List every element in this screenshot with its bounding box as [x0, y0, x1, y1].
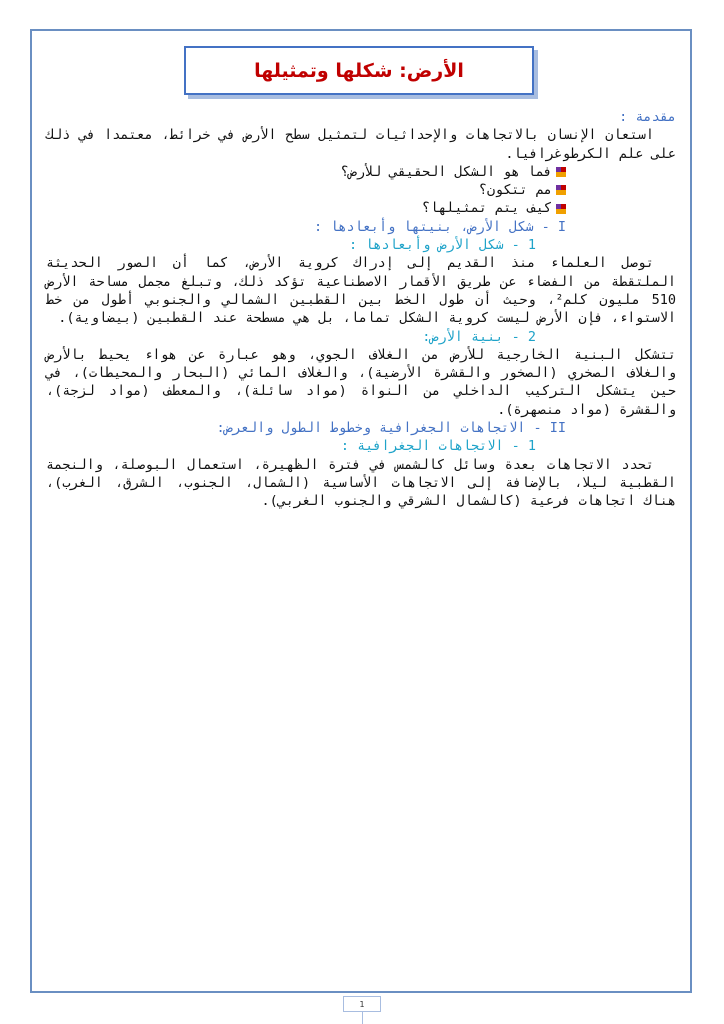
- question-item: [46, 181, 676, 199]
- question-item: [46, 163, 676, 181]
- section-2-1-heading: 1 - الاتجاهات الجغرافية :: [340, 438, 536, 455]
- question-text: مم تتكون؟: [478, 182, 552, 199]
- section-1-heading: I - شكل الأرض، بنيتها وأبعادها :: [314, 218, 566, 235]
- bullet-icon: [556, 185, 566, 195]
- title-box: [184, 46, 534, 95]
- section-2-1-text: تحدد الاتجاهات بعدة وسائل كالشمس في فترة الظهيرة، استعمال البوصلة، والنجمة القطبية ليلا، بالإضافة إلى الاتجاهات الأساسية (الشمال، الجنوب، الشرق، الغرب)، هناك اتجاهات فرعية (كالشمال الشرقي والجنوب الغربي).: [46, 456, 676, 510]
- section-1-1-text: توصل العلماء منذ القديم إلى إدراك كروية الأرض، كما أن الصور الحديثة الملتقطة من الفضاء عن طريق الأقمار الاصطناعية تؤكد ذلك، وتبلغ مجمل مساحة الأرض 510 مليون كلم²، وحيث أن طول الخط بين القطبين الشمالي والجنوبي أطول من خط الاستواء، فإن الأرض ليست كروية الشكل تماما، بل هي مسطحة عند القطبين (بيضاوية).: [46, 255, 677, 327]
- page-title: الأرض: شكلها وتمثيلها: [254, 59, 464, 82]
- intro-paragraph: استعان الإنسان بالاتجاهات والإحداثيات لتمثيل سطح الأرض في خرائط، معتمدا في ذلك على علم الكرطوغرافيا.: [46, 127, 676, 162]
- intro-heading: مقدمة :: [619, 109, 676, 125]
- document-body: [46, 108, 676, 511]
- question-text: كيف يتم تمثيلها؟: [421, 200, 552, 217]
- page-number: 1: [343, 996, 381, 1012]
- section-1-2-heading: 2 - بنية الأرض:: [422, 328, 536, 345]
- section-2-heading: II - الاتجاهات الجغرافية وخطوط الطول والعرض:: [216, 420, 566, 437]
- page-number-line: [362, 1012, 363, 1024]
- bullet-icon: [556, 204, 566, 214]
- question-text: فما هو الشكل الحقيقي للأرض؟: [340, 163, 552, 180]
- section-1-1-heading: 1 - شكل الأرض وأبعادها :: [349, 237, 536, 254]
- section-1-2-text: تتشكل البنية الخارجية للأرض من الغلاف الجوي، وهو عبارة عن هواء يحيط بالأرض والغلاف الصخري (الصخور والقشرة الأرضية)، والغلاف المائي (البحار والمحيطات)، في حين يتشكل التركيب الداخلي من النواة (مواد سائلة)، والمعطف (مواد لزجة)، والقشرة (مواد منصهرة).: [46, 346, 676, 418]
- bullet-icon: [556, 167, 566, 177]
- question-item: [46, 199, 676, 217]
